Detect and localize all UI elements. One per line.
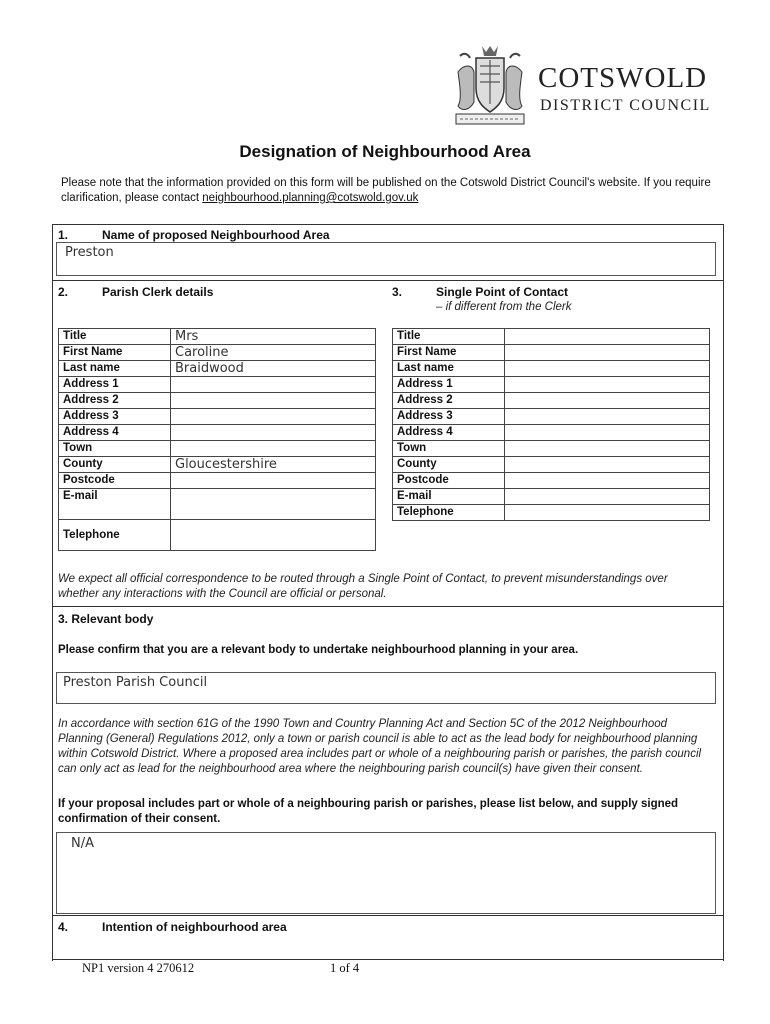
- section1-title: Name of proposed Neighbourhood Area: [102, 228, 330, 242]
- relevant-body-value: Preston Parish Council: [63, 675, 208, 690]
- clerk-address4-field[interactable]: [171, 425, 376, 441]
- table-row: [59, 441, 376, 457]
- clerk-telephone-field[interactable]: [171, 520, 376, 551]
- table-row: [59, 361, 376, 377]
- legal-note: In accordance with section 61G of the 1990 Town and Country Planning Act and Section 5C of the 2012 Neighbourhood Planning (General) Regulations 2012, only a town or parish council is able to act as the lead body for neighbourhood planning within Cotswold District. Where a proposed area includes part or whole of a neighbouring parish or parishes, the parish council can only act as lead for the neighbourhood area where the neighbouring parish council(s) have given their consent.: [58, 718, 702, 775]
- row-label: Title: [59, 329, 171, 345]
- footer-version: NP1 version 4 270612: [82, 961, 195, 975]
- neighbour-instruction: If your proposal includes part or whole of a neighbouring parish or parishes, please list below, and supply signed confirmation of their consent.: [58, 798, 679, 825]
- table-row: [393, 361, 710, 377]
- intro-text: Please note that the information provided on this form will be published on the Cotswold District Council's website. If you require clarification, please contact: [61, 177, 711, 204]
- contact-county-field[interactable]: [505, 457, 710, 473]
- section4-heading: [58, 920, 287, 934]
- clerk-first-name-field[interactable]: Caroline: [171, 345, 376, 361]
- row-label: Address 4: [59, 425, 171, 441]
- row-label: Last name: [59, 361, 171, 377]
- row-label: First Name: [59, 345, 171, 361]
- contact-email-field[interactable]: [505, 489, 710, 505]
- footer-page-number: 1 of 4: [330, 961, 360, 975]
- form-bottom-border: [52, 959, 723, 960]
- neighbourhood-area-name-field[interactable]: [56, 242, 716, 276]
- row-label: Address 2: [393, 393, 505, 409]
- contact-last-name-field[interactable]: [505, 361, 710, 377]
- row-label: Address 1: [59, 377, 171, 393]
- table-row: [393, 489, 710, 505]
- logo-name: COTSWOLD: [538, 62, 708, 94]
- clerk-address2-field[interactable]: [171, 393, 376, 409]
- table-row: [393, 377, 710, 393]
- table-row: [59, 377, 376, 393]
- table-row: [59, 520, 376, 551]
- row-label: Address 3: [59, 409, 171, 425]
- row-label: Town: [59, 441, 171, 457]
- contact-telephone-field[interactable]: [505, 505, 710, 521]
- relevant-body-field[interactable]: [56, 672, 716, 704]
- row-label: County: [393, 457, 505, 473]
- table-row: [59, 489, 376, 520]
- contact-number: 3.: [392, 285, 403, 299]
- clerk-details-table: [58, 328, 376, 551]
- row-label: Town: [393, 441, 505, 457]
- table-row: [393, 505, 710, 521]
- row-label: E-mail: [59, 489, 171, 520]
- neighbouring-parishes-value: N/A: [71, 836, 94, 851]
- table-row: [59, 457, 376, 473]
- clerk-last-name-field[interactable]: Braidwood: [171, 361, 376, 377]
- intro-paragraph: [61, 176, 721, 206]
- table-row: [59, 473, 376, 489]
- contact-details-table: [392, 328, 710, 521]
- council-crest-logo: [452, 42, 528, 130]
- neighbourhood-area-name-value: Preston: [65, 245, 114, 260]
- contact-heading: [392, 285, 568, 299]
- section2-title: Parish Clerk details: [102, 285, 214, 299]
- section1-heading: [58, 228, 330, 242]
- clerk-address1-field[interactable]: [171, 377, 376, 393]
- page-title: Designation of Neighbourhood Area: [239, 142, 531, 161]
- row-label: Address 2: [59, 393, 171, 409]
- table-row: [59, 393, 376, 409]
- row-label: Title: [393, 329, 505, 345]
- contact-first-name-field[interactable]: [505, 345, 710, 361]
- section4-number: 4.: [58, 920, 69, 934]
- contact-address2-field[interactable]: [505, 393, 710, 409]
- clerk-postcode-field[interactable]: [171, 473, 376, 489]
- section4-title: Intention of neighbourhood area: [102, 920, 287, 934]
- table-row: [393, 441, 710, 457]
- row-label: Last name: [393, 361, 505, 377]
- row-label: Telephone: [393, 505, 505, 521]
- table-row: [393, 409, 710, 425]
- section1-number: 1.: [58, 228, 69, 242]
- row-label: Postcode: [59, 473, 171, 489]
- relevant-body-heading: 3. Relevant body: [58, 612, 154, 626]
- clerk-town-field[interactable]: [171, 441, 376, 457]
- section2-number: 2.: [58, 285, 69, 299]
- row-label: Telephone: [59, 520, 171, 551]
- table-row: [59, 345, 376, 361]
- table-row: [393, 345, 710, 361]
- contact-title-field[interactable]: [505, 329, 710, 345]
- row-label: Address 1: [393, 377, 505, 393]
- table-row: [393, 457, 710, 473]
- clerk-title-field[interactable]: Mrs: [171, 329, 376, 345]
- logo-subtitle: DISTRICT COUNCIL: [540, 97, 711, 114]
- correspondence-note: We expect all official correspondence to be routed through a Single Point of Contact, to prevent misunderstandings over whether any interactions with the Council are official or personal.: [58, 573, 668, 600]
- row-label: Address 4: [393, 425, 505, 441]
- contact-subheading: – if different from the Clerk: [436, 301, 572, 313]
- section2-heading: [58, 285, 213, 299]
- contact-address3-field[interactable]: [505, 409, 710, 425]
- clerk-email-field[interactable]: [171, 489, 376, 520]
- contact-email-link[interactable]: neighbourhood.planning@cotswold.gov.uk: [202, 192, 419, 204]
- table-row: [393, 425, 710, 441]
- row-label: E-mail: [393, 489, 505, 505]
- row-label: Postcode: [393, 473, 505, 489]
- clerk-address3-field[interactable]: [171, 409, 376, 425]
- row-label: Address 3: [393, 409, 505, 425]
- contact-postcode-field[interactable]: [505, 473, 710, 489]
- clerk-county-field[interactable]: Gloucestershire: [171, 457, 376, 473]
- table-row: [59, 409, 376, 425]
- table-row: [393, 329, 710, 345]
- table-row: [59, 425, 376, 441]
- contact-title: Single Point of Contact: [436, 285, 568, 299]
- table-row: [393, 473, 710, 489]
- table-row: [393, 393, 710, 409]
- section-divider: [52, 915, 723, 916]
- contact-address1-field[interactable]: [505, 377, 710, 393]
- section-divider: [52, 280, 723, 281]
- row-label: First Name: [393, 345, 505, 361]
- section-divider: [52, 606, 723, 607]
- neighbouring-parishes-field[interactable]: [56, 832, 716, 914]
- contact-town-field[interactable]: [505, 441, 710, 457]
- contact-address4-field[interactable]: [505, 425, 710, 441]
- table-row: [59, 329, 376, 345]
- row-label: County: [59, 457, 171, 473]
- relevant-body-instruction: Please confirm that you are a relevant body to undertake neighbourhood planning in your area.: [58, 644, 579, 656]
